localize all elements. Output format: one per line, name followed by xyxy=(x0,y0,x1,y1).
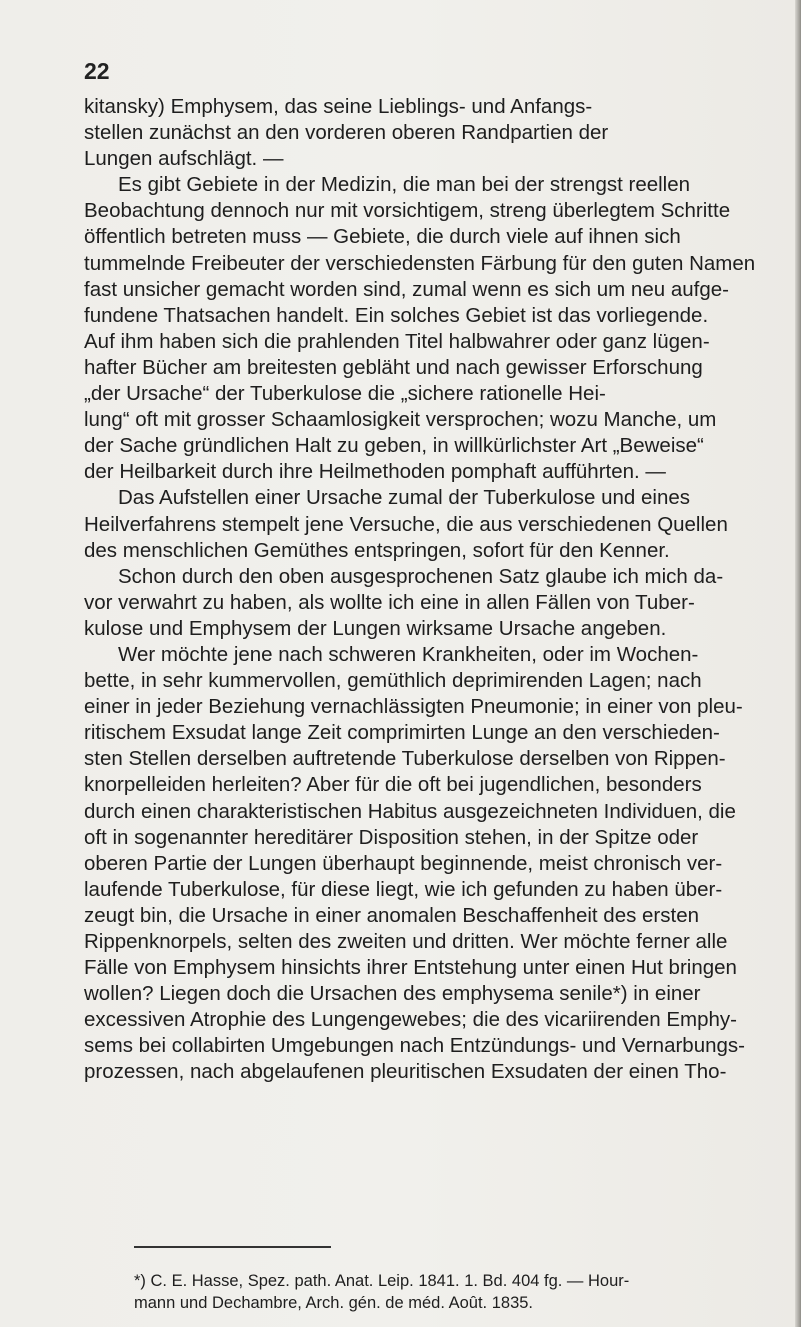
text-line: lung“ oft mit grosser Schaamlosigkeit versprochen; wozu Manche, um xyxy=(84,408,717,432)
text-line: öffentlich betreten muss — Gebiete, die durch viele auf ihnen sich xyxy=(84,225,681,249)
text-line: Beobachtung dennoch nur mit vorsichtigem, streng überlegtem Schritte xyxy=(84,199,731,223)
text-line: der Heilbarkeit durch ihre Heilmethoden pomphaft aufführten. — xyxy=(84,460,666,484)
text-line: oberen Partie der Lungen überhaupt beginnende, meist chronisch ver- xyxy=(84,851,723,875)
text-line: knorpelleiden herleiten? Aber für die oft bei jugendlichen, besonders xyxy=(84,773,702,797)
text-line: bette, in sehr kummervollen, gemüthlich deprimirenden Lagen; nach xyxy=(84,669,702,693)
text-line: kulose und Emphysem der Lungen wirksame Ursache angeben. xyxy=(84,616,667,640)
text-line: Wer möchte jene nach schweren Krankheiten, oder im Wochen- xyxy=(118,642,699,666)
text-line: oft in sogenannter hereditärer Disposition stehen, in der Spitze oder xyxy=(84,825,699,849)
body-text xyxy=(84,94,790,1086)
text-line: zeugt bin, die Ursache in einer anomalen Beschaffenheit des ersten xyxy=(84,903,700,927)
text-line: der Sache gründlichen Halt zu geben, in willkürlichster Art „Beweise“ xyxy=(84,434,704,458)
text-line: wollen? Liegen doch die Ursachen des emphysema senile*) in einer xyxy=(84,982,701,1006)
text-line: kitansky) Emphysem, das seine Lieblings- und Anfangs- xyxy=(84,95,593,118)
page-edge-shadow xyxy=(795,0,801,1327)
text-line: hafter Bücher am breitesten gebläht und nach gewisser Erforschung xyxy=(84,355,703,379)
text-line: Fälle von Emphysem hinsichts ihrer Entstehung unter einen Hut bringen xyxy=(84,956,737,980)
text-line: laufende Tuberkulose, für diese liegt, wie ich gefunden zu haben über- xyxy=(84,877,723,901)
text-line: fundene Thatsachen handelt. Ein solches Gebiet ist das vorliegende. xyxy=(84,303,709,327)
text-line: Das Aufstellen einer Ursache zumal der Tuberkulose und eines xyxy=(118,486,691,510)
text-line: des menschlichen Gemüthes entspringen, sofort für den Kenner. xyxy=(84,538,670,562)
text-line: Heilverfahrens stempelt jene Versuche, die aus verschiedenen Quellen xyxy=(84,512,728,536)
text-line: sems bei collabirten Umgebungen nach Entzündungs- und Vernarbungs- xyxy=(84,1034,745,1058)
text-line: fast unsicher gemacht worden sind, zumal wenn es sich um neu aufge- xyxy=(84,277,729,301)
footnote-line: mann und Dechambre, Arch. gén. de méd. Août. 1835. xyxy=(134,1294,534,1312)
text-line: Es gibt Gebiete in der Medizin, die man bei der strengst reellen xyxy=(118,173,691,197)
text-line: vor verwahrt zu haben, als wollte ich eine in allen Fällen von Tuber- xyxy=(84,590,695,614)
footnote-block xyxy=(134,1270,794,1314)
text-line: „der Ursache“ der Tuberkulose die „sichere rationelle Hei- xyxy=(84,382,606,406)
text-line: Lungen aufschlägt. — xyxy=(84,147,284,171)
text-line: einer in jeder Beziehung vernachlässigten Pneumonie; in einer von pleu- xyxy=(84,695,743,719)
text-line: stellen zunächst an den vorderen oberen Randpartien der xyxy=(84,121,609,145)
text-line: tummelnde Freibeuter der verschiedensten Färbung für den guten Namen xyxy=(84,251,756,275)
text-line: Schon durch den oben ausgesprochenen Satz glaube ich mich da- xyxy=(118,564,724,588)
text-line: Auf ihm haben sich die prahlenden Titel halbwahrer oder ganz lügen- xyxy=(84,329,710,353)
page-number: 22 xyxy=(84,58,110,84)
text-line: durch einen charakteristischen Habitus ausgezeichneten Individuen, die xyxy=(84,799,736,823)
text-line: sten Stellen derselben auftretende Tuberkulose derselben von Rippen- xyxy=(84,747,726,771)
text-line: excessiven Atrophie des Lungengewebes; die des vicariirenden Emphy- xyxy=(84,1008,737,1032)
footnote-divider xyxy=(134,1246,331,1248)
text-line: ritischem Exsudat lange Zeit comprimirten Lunge an den verschieden- xyxy=(84,721,720,745)
text-line: Rippenknorpels, selten des zweiten und dritten. Wer möchte ferner alle xyxy=(84,930,728,953)
text-line: prozessen, nach abgelaufenen pleuritischen Exsudaten der einen Tho- xyxy=(84,1060,727,1084)
footnote-line: *) C. E. Hasse, Spez. path. Anat. Leip. 1841. 1. Bd. 404 fg. — Hour- xyxy=(134,1272,630,1290)
